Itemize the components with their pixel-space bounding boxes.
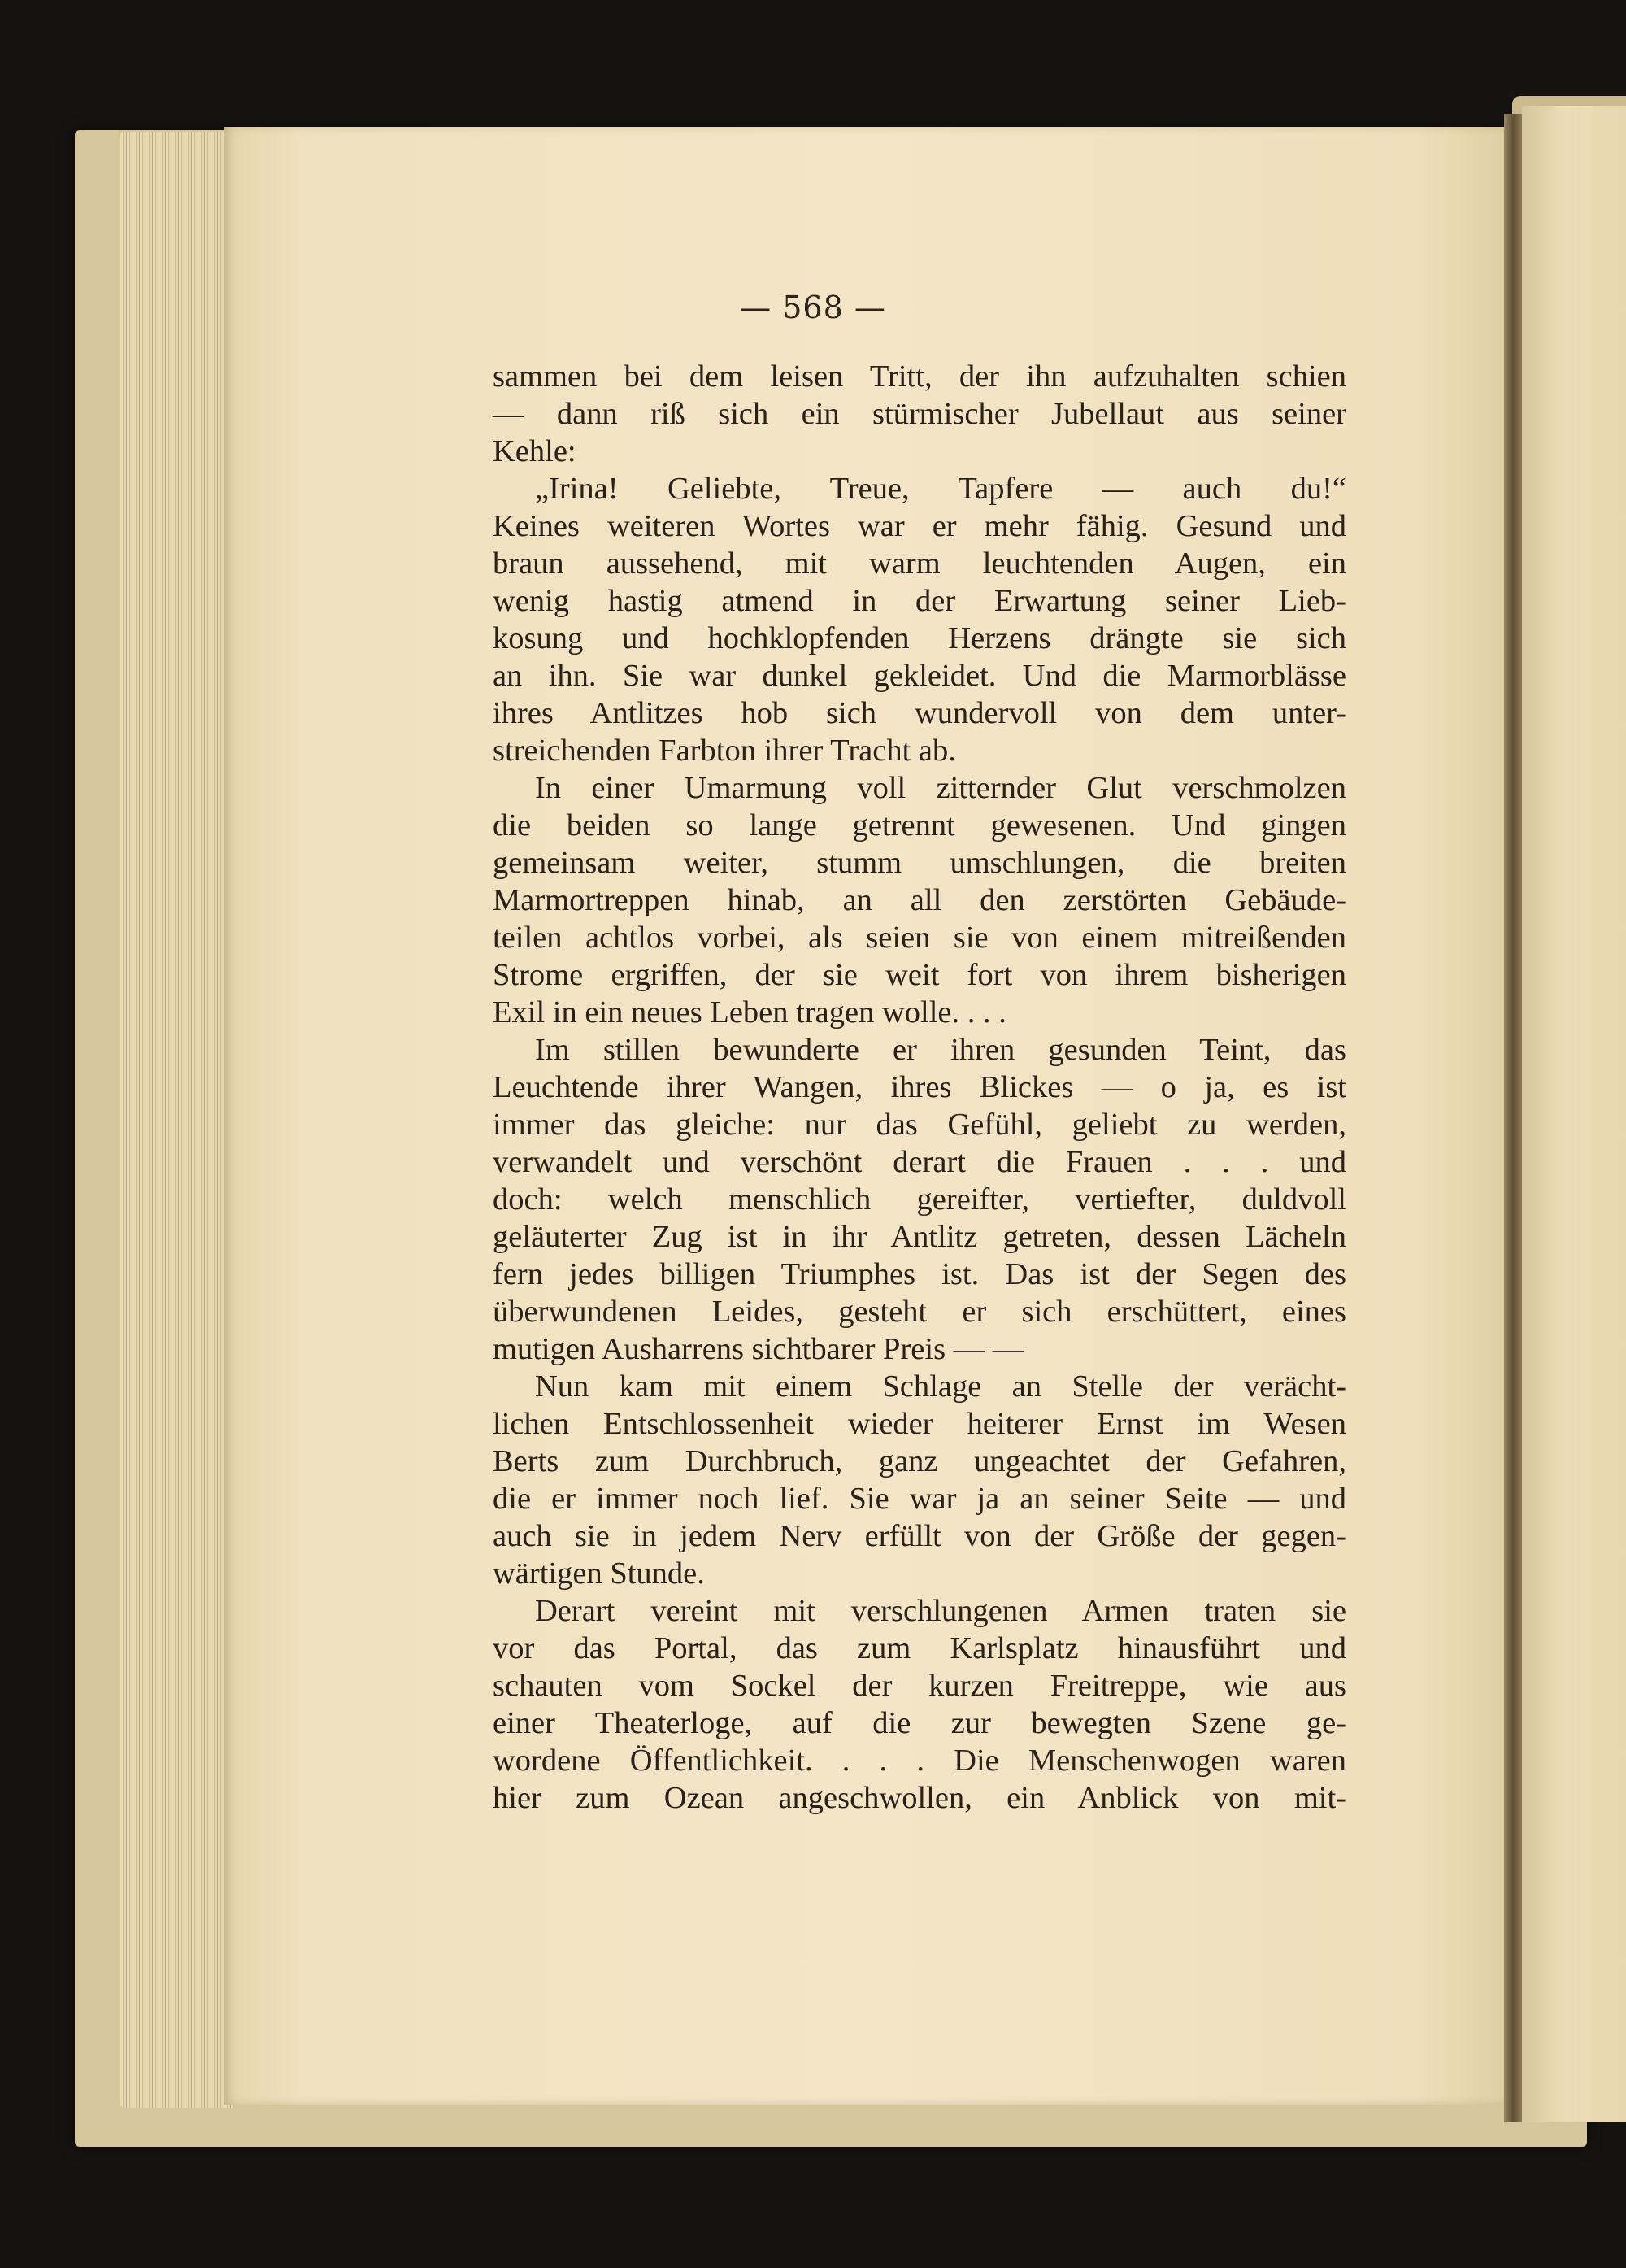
text-line: auch sie in jedem Nerv erfüllt von der Größe der gegen- — [493, 1519, 1346, 1553]
text-line: Kehle: — [493, 434, 576, 468]
text-line: überwundenen Leides, gesteht er sich erschüttert, eines — [493, 1295, 1346, 1329]
text-line: lichen Entschlossenheit wieder heiterer Ernst im Wesen — [493, 1407, 1346, 1441]
book-gutter — [1504, 114, 1522, 2122]
text-line: die er immer noch lief. Sie war ja an seiner Seite — und — [493, 1482, 1346, 1516]
text-line: wordene Öffentlichkeit. . . . Die Menschenwogen waren — [493, 1743, 1346, 1778]
text-line: vor das Portal, das zum Karlsplatz hinausführt und — [493, 1631, 1346, 1665]
body-text — [493, 358, 1346, 1817]
text-line: geläuterter Zug ist in ihr Antlitz getreten, dessen Lächeln — [493, 1220, 1346, 1254]
text-line: verwandelt und verschönt derart die Frauen . . . und — [493, 1145, 1346, 1179]
text-line: Strome ergriffen, der sie weit fort von ihrem bisherigen — [493, 958, 1346, 992]
text-line: gemeinsam weiter, stumm umschlungen, die breiten — [493, 846, 1346, 880]
text-line: die beiden so lange getrennt gewesenen. Und gingen — [493, 808, 1346, 842]
text-line: braun aussehend, mit warm leuchtenden Augen, ein — [493, 546, 1346, 581]
text-line: Exil in ein neues Leben tragen wolle. . . . — [493, 995, 1006, 1030]
text-line: hier zum Ozean angeschwollen, ein Anblick von mit- — [493, 1781, 1346, 1815]
text-line: Keines weiteren Wortes war er mehr fähig. Gesund und — [493, 509, 1346, 543]
text-line: streichenden Farbton ihrer Tracht ab. — [493, 734, 956, 768]
text-line: fern jedes billigen Triumphes ist. Das ist der Segen des — [493, 1257, 1346, 1291]
text-line: sammen bei dem leisen Tritt, der ihn aufzuhalten schien — [493, 359, 1346, 394]
text-line: wenig hastig atmend in der Erwartung seiner Lieb- — [493, 584, 1346, 618]
text-line: In einer Umarmung voll zitternder Glut verschmolzen — [535, 771, 1346, 805]
text-line: Im stillen bewunderte er ihren gesunden Teint, das — [535, 1033, 1346, 1067]
text-line: mutigen Ausharrens sichtbarer Preis — — — [493, 1332, 1024, 1366]
facing-page — [1522, 106, 1626, 2122]
text-line: Nun kam mit einem Schlage an Stelle der verächt- — [535, 1369, 1346, 1404]
text-line: einer Theaterloge, auf die zur bewegten Szene ge- — [493, 1706, 1346, 1740]
text-line: immer das gleiche: nur das Gefühl, geliebt zu werden, — [493, 1108, 1346, 1142]
text-line: an ihn. Sie war dunkel gekleidet. Und die Marmorblässe — [493, 659, 1346, 693]
text-line: teilen achtlos vorbei, als seien sie von einem mitreißenden — [493, 921, 1346, 955]
text-line: wärtigen Stunde. — [493, 1556, 705, 1591]
page-stack-edge — [120, 132, 234, 2108]
text-line: Leuchtende ihrer Wangen, ihres Blickes — o ja, es ist — [493, 1070, 1346, 1104]
page-number: — 568 — — [740, 289, 886, 325]
text-line: doch: welch menschlich gereifter, vertiefter, duldvoll — [493, 1182, 1346, 1217]
text-line: Derart vereint mit verschlungenen Armen traten sie — [535, 1594, 1346, 1628]
text-line: „Irina! Geliebte, Treue, Tapfere — auch du!“ — [535, 472, 1346, 506]
text-line: schauten vom Sockel der kurzen Freitreppe, wie aus — [493, 1669, 1346, 1703]
text-line: — dann riß sich ein stürmischer Jubellaut aus seiner — [493, 397, 1346, 431]
text-line: Marmortreppen hinab, an all den zerstörten Gebäude- — [493, 883, 1346, 917]
text-line: Berts zum Durchbruch, ganz ungeachtet der Gefahren, — [493, 1444, 1346, 1478]
text-line: kosung und hochklopfenden Herzens drängte sie sich — [493, 621, 1346, 655]
text-line: ihres Antlitzes hob sich wundervoll von dem unter- — [493, 696, 1346, 730]
